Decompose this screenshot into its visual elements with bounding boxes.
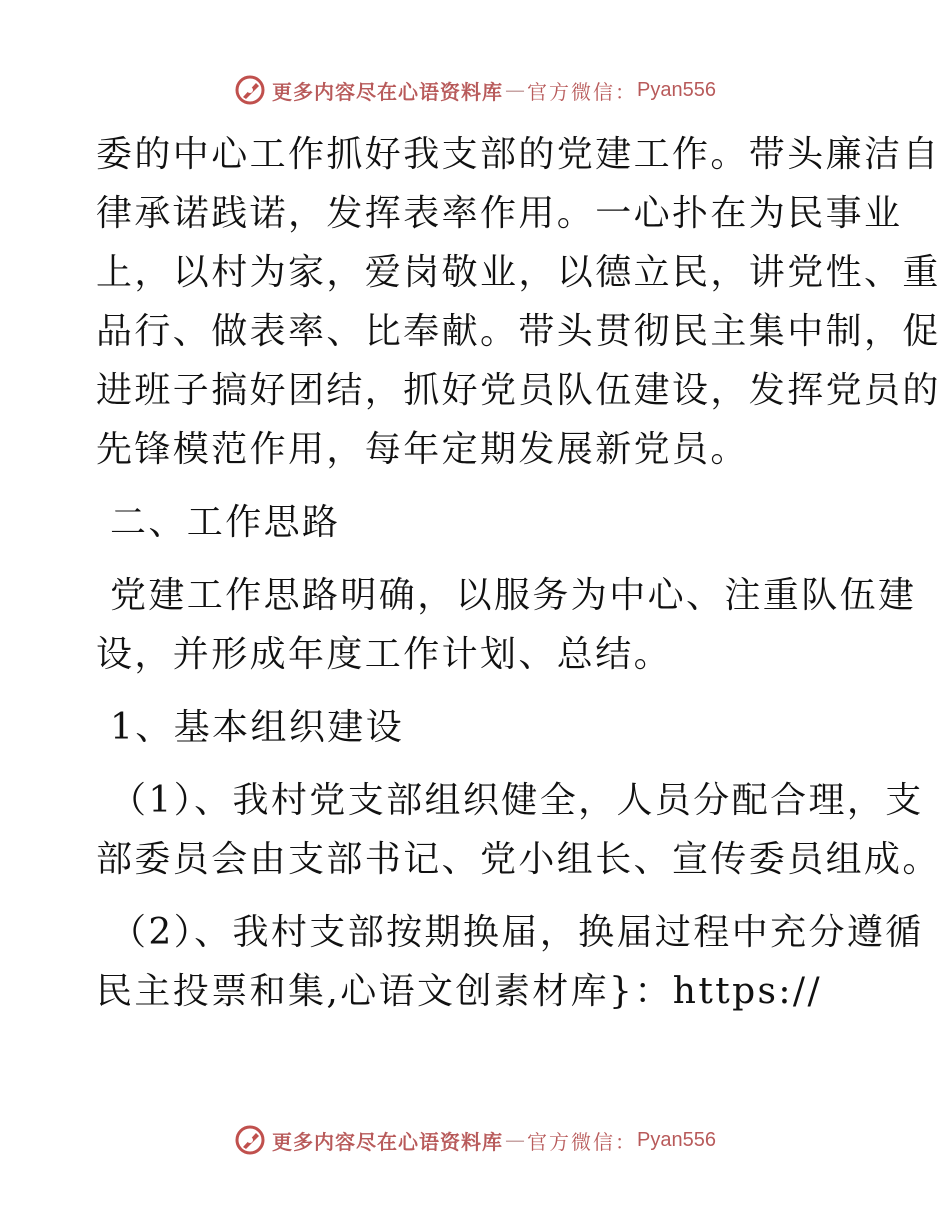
watermark-dash: — (505, 1128, 526, 1152)
text-line: 律承诺践诺，发挥表率作用。一心扑在为民事业 (96, 193, 903, 234)
text-line: 品行、做表率、比奉献。带头贯彻民主集中制，促 (96, 311, 941, 352)
watermark-wechat-id: Pyan556 (637, 78, 716, 101)
document-body (96, 125, 941, 1021)
text-line: （1）、我村党支部组织健全，人员分配合理，支 (110, 780, 924, 821)
header-watermark (0, 70, 950, 110)
text-line: 先锋模范作用，每年定期发展新党员。 (96, 429, 749, 470)
paragraph-item-2 (96, 903, 924, 1021)
text-line: 党建工作思路明确，以服务为中心、注重队伍建 (110, 575, 917, 616)
paragraph-item-1 (96, 771, 941, 889)
text-line: 进班子搞好团结，抓好党员队伍建设，发挥党员的 (96, 370, 941, 411)
watermark-wechat-id: Pyan556 (637, 1128, 716, 1151)
subheading-basic-organization (96, 698, 856, 757)
section-heading-work-approach (96, 493, 856, 552)
watermark-wechat-label: 官方微信： (527, 1129, 638, 1154)
watermark-dash: — (505, 78, 526, 102)
text-line: 委的中心工作抓好我支部的党建工作。带头廉洁自 (96, 134, 941, 175)
text-line: 上，以村为家，爱岗敬业，以德立民，讲党性、重 (96, 252, 941, 293)
footer-watermark (0, 1120, 950, 1160)
text-line: 部委员会由支部书记、党小组长、宣传委员组成。 (96, 839, 941, 880)
watermark-brand: 更多内容尽在心语资料库 (272, 1129, 504, 1154)
paragraph-party-building-duty (96, 125, 941, 479)
text-line: 1、基本组织建设 (110, 707, 405, 748)
text-line: 设，并形成年度工作计划、总结。 (96, 634, 673, 675)
paragraph-work-approach (96, 566, 917, 684)
logo-icon (234, 74, 266, 106)
text-line: 二、工作思路 (110, 502, 341, 543)
text-line: 民主投票和集,心语文创素材库}：https:// (96, 971, 822, 1012)
text-line: （2）、我村支部按期换届，换届过程中充分遵循 (110, 912, 924, 953)
logo-icon (234, 1124, 266, 1156)
watermark-brand: 更多内容尽在心语资料库 (272, 79, 504, 104)
watermark-wechat-label: 官方微信： (527, 79, 638, 104)
